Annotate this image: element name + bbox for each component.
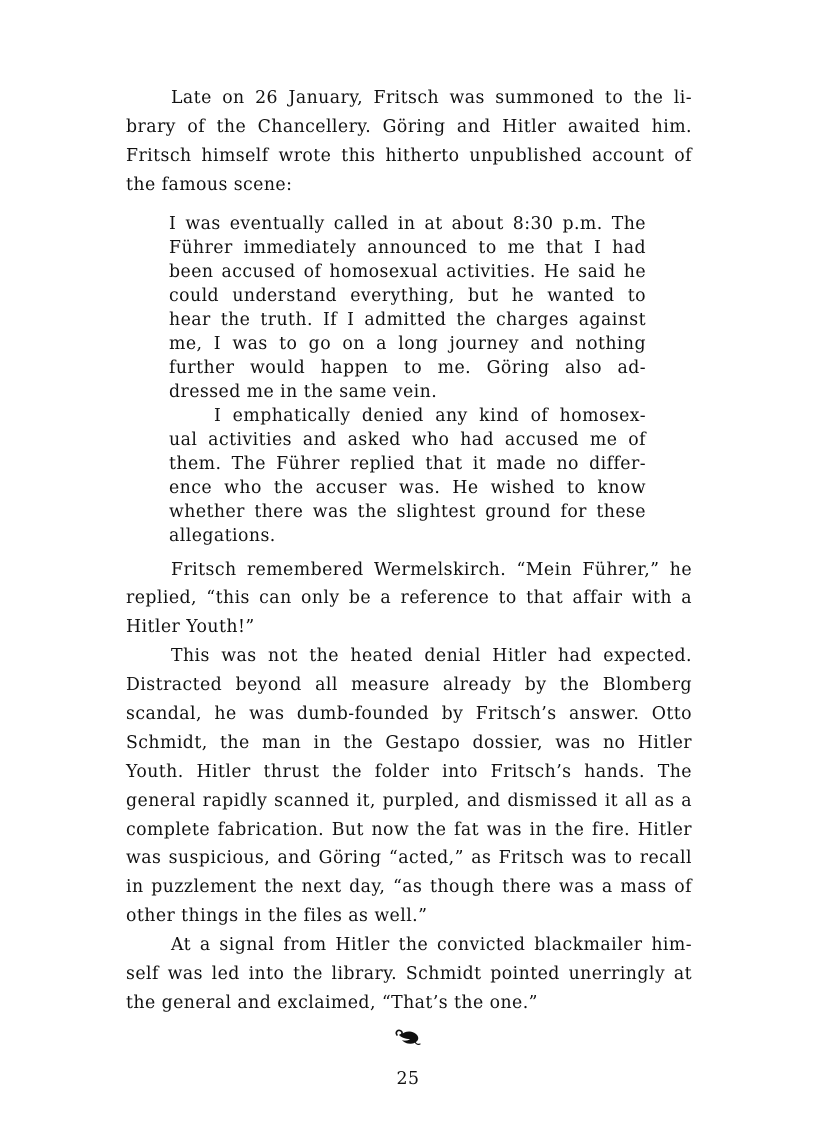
quote-line: them. The Führer replied that it made no differ- xyxy=(169,453,646,474)
quote-line: I emphatically denied any kind of homosex- xyxy=(214,405,646,426)
text-line: Fritsch himself wrote this hitherto unpublished account of xyxy=(126,145,692,166)
text-line: in puzzlement the next day, “as though there was a mass of xyxy=(126,877,692,898)
text-line: the general and exclaimed, “That’s the one.” xyxy=(126,992,538,1013)
quote-line: ence who the accuser was. He wished to know xyxy=(169,477,646,498)
text-line: Late on 26 January, Fritsch was summoned to the li- xyxy=(171,88,692,108)
quote-line: dressed me in the same vein. xyxy=(169,381,438,402)
quote-paragraph-1 xyxy=(169,212,646,404)
quote-line: further would happen to me. Göring also ad- xyxy=(169,357,646,378)
text-line: Fritsch remembered Wermelskirch. “Mein Führer,” he xyxy=(171,559,692,580)
quote-line: me, I was to go on a long journey and nothing xyxy=(169,333,646,354)
text-line: This was not the heated denial Hitler had expected. xyxy=(171,646,692,667)
text-line: Distracted beyond all measure already by the Blomberg xyxy=(126,675,692,696)
quote-paragraph-2 xyxy=(169,404,646,548)
quote-line: allegations. xyxy=(169,525,276,546)
block-quote xyxy=(169,212,646,548)
fleuron-icon-graphic xyxy=(394,1027,422,1049)
text-line: brary of the Chancellery. Göring and Hitler awaited him. xyxy=(126,116,692,137)
text-line: replied, “this can only be a reference to that affair with a xyxy=(126,588,692,609)
quote-line: could understand everything, but he wanted to xyxy=(169,285,646,306)
paragraph-4 xyxy=(126,931,692,1018)
fleuron-icon xyxy=(394,1027,422,1049)
paragraph-2 xyxy=(126,556,692,643)
page-body xyxy=(126,84,692,1018)
text-line: At a signal from Hitler the convicted blackmailer him- xyxy=(171,935,692,956)
text-line: Youth. Hitler thrust the folder into Fritsch’s hands. The xyxy=(126,761,692,782)
text-line: general rapidly scanned it, purpled, and dismissed it all as a xyxy=(126,790,692,811)
quote-line: ual activities and asked who had accused me of xyxy=(169,429,646,450)
quote-line: whether there was the slightest ground for these xyxy=(169,501,646,522)
quote-line: Führer immediately announced to me that I had xyxy=(169,237,646,258)
text-line: Hitler Youth!” xyxy=(126,617,255,638)
quote-line: I was eventually called in at about 8:30 p.m. The xyxy=(169,213,646,234)
text-line: the famous scene: xyxy=(126,174,293,195)
text-line: scandal, he was dumb-founded by Fritsch’s answer. Otto xyxy=(126,704,692,725)
page-number: 25 xyxy=(396,1069,420,1089)
text-line: self was led into the library. Schmidt pointed unerringly at xyxy=(126,964,692,985)
text-line: was suspicious, and Göring “acted,” as Fritsch was to recall xyxy=(126,848,692,869)
text-line: Schmidt, the man in the Gestapo dossier, was no Hitler xyxy=(126,732,692,753)
quote-line: hear the truth. If I admitted the charges against xyxy=(169,309,646,330)
quote-line: been accused of homosexual activities. He said he xyxy=(169,261,646,282)
text-line: other things in the files as well.” xyxy=(126,906,428,927)
paragraph-1 xyxy=(126,84,692,200)
paragraph-3 xyxy=(126,642,692,931)
text-line: complete fabrication. But now the fat was in the fire. Hitler xyxy=(126,819,692,840)
